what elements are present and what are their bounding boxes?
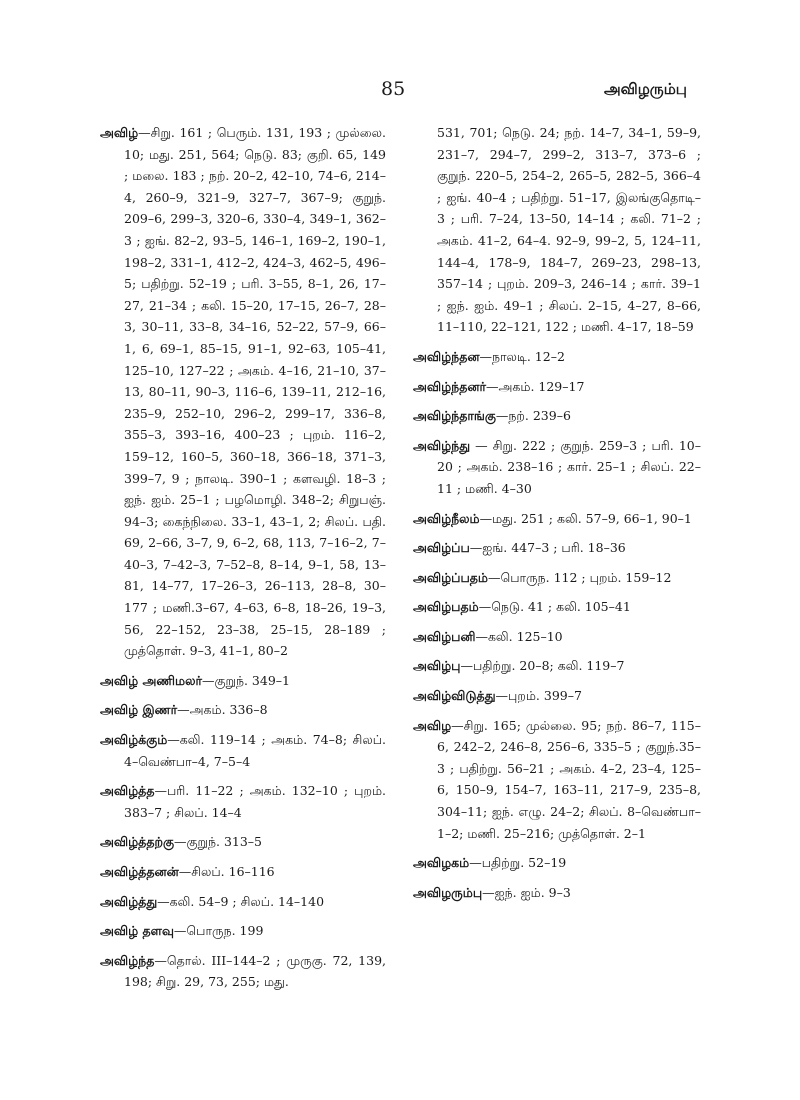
- references: —நற். 239–6: [495, 408, 571, 424]
- index-entry: [413, 882, 701, 904]
- headword: அவிழகம்: [413, 855, 470, 871]
- references: —நெடு. 41 ; கலி. 105–41: [478, 599, 631, 615]
- references: —கலி. 54–9 ; சிலப். 14–140: [157, 893, 325, 909]
- headword: அவிழ: [413, 717, 452, 733]
- headword: அவிழ்ந்தாங்கு: [413, 408, 496, 424]
- references: —கலி. 119–14 ; அகம். 74–8; சிலப். 4–வெண்பா–4, 7–5–4: [124, 732, 386, 769]
- left-column: [100, 122, 386, 1001]
- index-entry: [413, 537, 701, 559]
- headword: அவிழ்ப்ப: [413, 540, 470, 556]
- headword: அவிழ்க்கும்: [100, 732, 168, 748]
- index-entry: [100, 891, 386, 913]
- references: —பொருந. 199: [173, 923, 264, 939]
- references: —சிலப். 16–116: [178, 864, 275, 879]
- index-entry: [413, 655, 701, 677]
- headword: அவிழ் தளவு: [100, 923, 174, 939]
- references: —ஐந். ஐம். 9–3: [482, 884, 571, 900]
- references: —மது. 251 ; கலி. 57–9, 66–1, 90–1: [479, 510, 692, 526]
- headword: அவிழ்பு: [413, 658, 461, 674]
- references: —குறுந். 349–1: [201, 672, 290, 688]
- headword: அவிழ்ப்பதம்: [413, 569, 488, 585]
- headword: அவிழ்ந்து: [413, 437, 471, 453]
- references: —புறம். 399–7: [495, 688, 582, 704]
- references: —அகம். 336–8: [177, 702, 268, 718]
- index-entry: [413, 715, 701, 845]
- references: —கலி. 125–10: [475, 628, 563, 644]
- references: —அகம். 129–17: [486, 378, 585, 394]
- index-entry: [100, 831, 386, 853]
- index-entry: [413, 405, 701, 427]
- index-entry: [413, 626, 701, 648]
- references: —பதிற்று. 20–8; கலி. 119–7: [460, 658, 625, 674]
- references: —பொருந. 112 ; புறம். 159–12: [487, 569, 672, 585]
- headword: அவிழ் இணர்: [100, 702, 178, 718]
- references: — சிறு. 222 ; குறுந். 259–3 ; பரி. 10–20 ; அகம். 238–16 ; கார். 25–1 ; சிலப். 22–11 ; மணி. 4–30: [437, 437, 701, 496]
- index-entry: [413, 376, 701, 398]
- page-number: 85: [381, 78, 406, 100]
- headword: அவிழ்த்து: [100, 893, 158, 909]
- index-entry: [413, 685, 701, 707]
- headword: அவிழ்த்த: [100, 783, 155, 799]
- index-entry: [100, 780, 386, 823]
- index-entry: [100, 122, 386, 662]
- index-entry: [100, 699, 386, 721]
- headword: அவிழ்விடுத்து: [413, 688, 496, 704]
- index-entry: [100, 861, 386, 883]
- headword: அவிழ்நீலம்: [413, 510, 480, 526]
- references: —சிறு. 165; முல்லை. 95; நற். 86–7, 115–6, 242–2, 246–8, 256–6, 335–5 ; குறுந்.35–3 ; பதிற்று. 56–21 ; அகம். 4–2, 23–4, 125–6, 150–9, 154–7, 163–11, 217–9, 235–8, 304–11; ஐந். எழு. 24–2; சிலப். 8–வெண்பா–1–2; மணி. 25–216; முத்தொள். 2–1: [437, 717, 701, 841]
- headword: அவிழ் அணிமலர்: [100, 672, 202, 688]
- index-entry: [100, 670, 386, 692]
- headword: அவிழ்ந்தன: [413, 348, 480, 364]
- references: —பதிற்று. 52–19: [469, 855, 567, 871]
- references: —குறுந். 313–5: [174, 834, 263, 850]
- index-entry: [413, 567, 701, 589]
- headword: அவிழ்பதம்: [413, 599, 479, 615]
- index-entry: [413, 596, 701, 618]
- headword: அவிழ்ந்த: [100, 952, 155, 968]
- index-entry: [100, 920, 386, 942]
- entry-continuation: 531, 701; நெடு. 24; நற். 14–7, 34–1, 59–9, 231–7, 294–7, 299–2, 313–7, 373–6 ; குறுந். 220–5, 254–2, 265–5, 282–5, 366–4 ; ஐங். 40–4 ; பதிற்று. 51–17, இலங்குதொடி–3 ; பரி. 7–24, 13–50, 14–14 ; கலி. 71–2 ; அகம். 41–2, 64–4. 92–9, 99–2, 5, 124–11, 144–4, 178–9, 184–7, 269–23, 298–13, 357–14 ; புறம். 209–3, 246–14 ; கார். 39–1 ; ஐந். ஐம். 49–1 ; சிலப். 2–15, 4–27, 8–66, 11–110, 22–121, 122 ; மணி. 4–17, 18–59: [437, 125, 701, 335]
- references: —ஐங். 447–3 ; பரி. 18–36: [469, 540, 626, 556]
- index-entry: [413, 435, 701, 500]
- references: —தொல். III–144–2 ; முருகு. 72, 139, 198; சிறு. 29, 73, 255; மது.: [124, 952, 386, 990]
- headword: அவிழ்த்தற்கு: [100, 834, 174, 850]
- index-entry: [100, 950, 386, 993]
- headword: அவிழரும்பு: [413, 884, 483, 900]
- index-entry: [413, 346, 701, 368]
- index-entry: [413, 852, 701, 874]
- index-entry: [413, 508, 701, 530]
- headword: அவிழ்த்தனன்: [100, 864, 179, 879]
- headword: அவிழ்ந்தனர்: [413, 378, 486, 394]
- index-entry: [100, 729, 386, 772]
- running-head: அவிழரும்பு: [604, 80, 687, 98]
- headword: அவிழ்: [100, 125, 139, 140]
- references: —நாலடி. 12–2: [479, 348, 565, 364]
- headword: அவிழ்பனி: [413, 628, 476, 644]
- right-column: [413, 122, 701, 911]
- references: —பரி. 11–22 ; அகம். 132–10 ; புறம். 383–7 ; சிலப். 14–4: [124, 783, 386, 820]
- references: —சிறு. 161 ; பெரும். 131, 193 ; முல்லை. 10; மது. 251, 564; நெடு. 83; குறி. 65, 149 ; மலை. 183 ; நற். 20–2, 42–10, 74–6, 214–4, 260–9, 321–9, 327–7, 367–9; குறுந். 209–6, 299–3, 320–6, 330–4, 349–1, 362–3 ; ஐங். 82–2, 93–5, 146–1, 169–2, 190–1, 198–2, 331–1, 412–2, 424–3, 462–5, 496–5; பதிற்று. 52–19 ; பரி. 3–55, 8–1, 26, 17–27, 21–34 ; கலி. 15–20, 17–15, 26–7, 28–3, 30–11, 33–8, 34–16, 52–22, 57–9, 66–1, 6, 69–1, 85–15, 91–1, 92–63, 105–41, 125–10, 127–22 ; அகம். 4–16, 21–10, 37–13, 80–11, 90–3, 116–6, 139–11, 212–16, 235–9, 252–10, 296–2, 299–17, 336–8, 355–3, 393–16, 400–23 ; புறம். 116–2, 159–12, 160–5, 360–18, 366–18, 371–3, 399–7, 9 ; நாலடி. 390–1 ; களவழி. 18–3 ; ஐந். ஐம். 25–1 ; பழமொழி. 348–2; சிறுபஞ். 94–3; கைந்நிலை. 33–1, 43–1, 2; சிலப். பதி. 69, 2–66, 3–7, 9, 6–2, 68, 113, 7–16–2, 7–40–3, 7–42–3, 7–52–8, 8–14, 9–1, 58, 13–81, 14–77, 17–26–3, 26–113, 28–8, 30–177 ; மணி.3–67, 4–63, 6–8, 18–26, 19–3, 56, 22–152, 23–38, 25–15, 28–189 ; முத்தொள். 9–3, 41–1, 80–2: [124, 125, 386, 659]
